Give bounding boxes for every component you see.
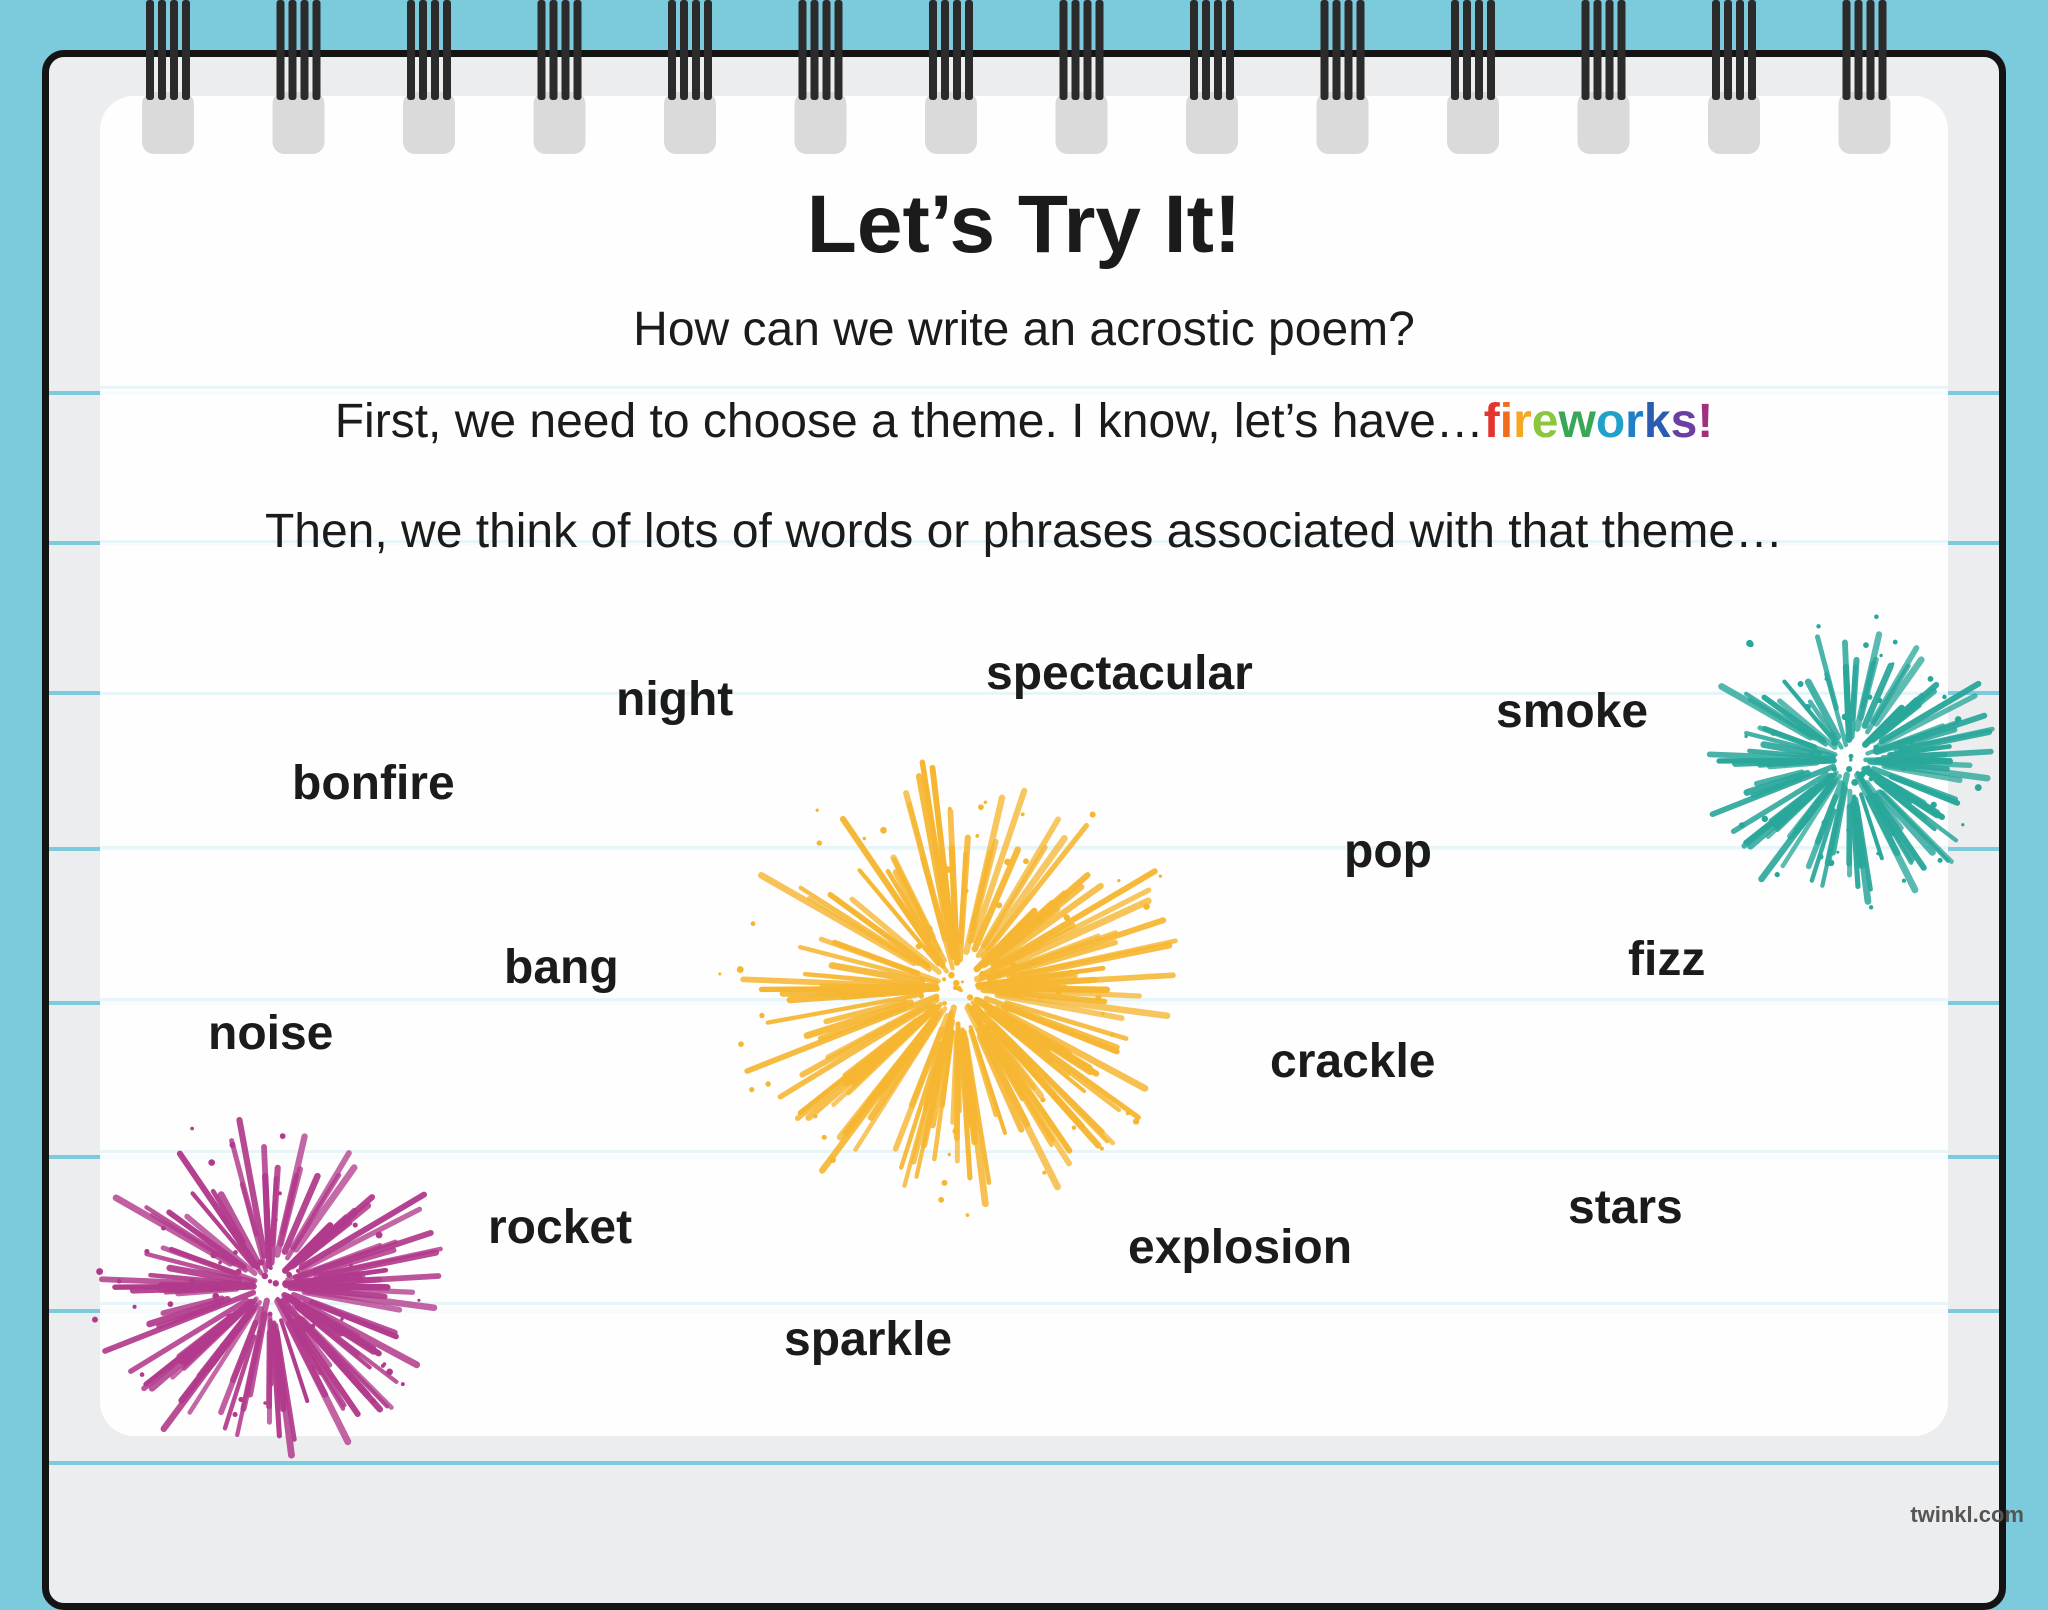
word-bang: bang	[504, 940, 619, 995]
faint-rule	[100, 386, 1948, 389]
theme-letter: e	[1532, 395, 1559, 448]
word-bonfire: bonfire	[292, 756, 455, 811]
theme-letter: i	[1500, 395, 1513, 448]
theme-letter: s	[1671, 395, 1698, 448]
word-smoke: smoke	[1496, 684, 1648, 739]
theme-letter: !	[1697, 395, 1713, 448]
word-night: night	[616, 672, 733, 727]
theme-letter: f	[1484, 395, 1500, 448]
word-fizz: fizz	[1628, 932, 1705, 987]
theme-letter: r	[1513, 395, 1532, 448]
purple-firework	[82, 1098, 458, 1474]
theme-word	[1484, 395, 1713, 448]
word-stars: stars	[1568, 1180, 1683, 1235]
word-spectacular: spectacular	[986, 646, 1253, 701]
theme-prefix: First, we need to choose a theme. I know, let’s have…	[335, 395, 1484, 448]
instruction-text: Then, we think of lots of words or phrases associated with that theme…	[0, 504, 2048, 559]
word-pop: pop	[1344, 824, 1432, 879]
theme-letter: r	[1625, 395, 1644, 448]
theme-letter: k	[1644, 395, 1671, 448]
twinkl-logo: twinkl.com	[1910, 1502, 2024, 1528]
word-explosion: explosion	[1128, 1220, 1352, 1275]
yellow-firework	[708, 748, 1208, 1228]
word-noise: noise	[208, 1006, 333, 1061]
teal-firework	[1690, 600, 2010, 920]
word-rocket: rocket	[488, 1200, 632, 1255]
word-sparkle: sparkle	[784, 1312, 952, 1367]
theme-letter: w	[1559, 395, 1596, 448]
question-text: How can we write an acrostic poem?	[0, 302, 2048, 357]
theme-letter: o	[1596, 395, 1625, 448]
theme-line	[0, 394, 2048, 449]
page-title: Let’s Try It!	[0, 178, 2048, 272]
word-crackle: crackle	[1270, 1034, 1436, 1089]
